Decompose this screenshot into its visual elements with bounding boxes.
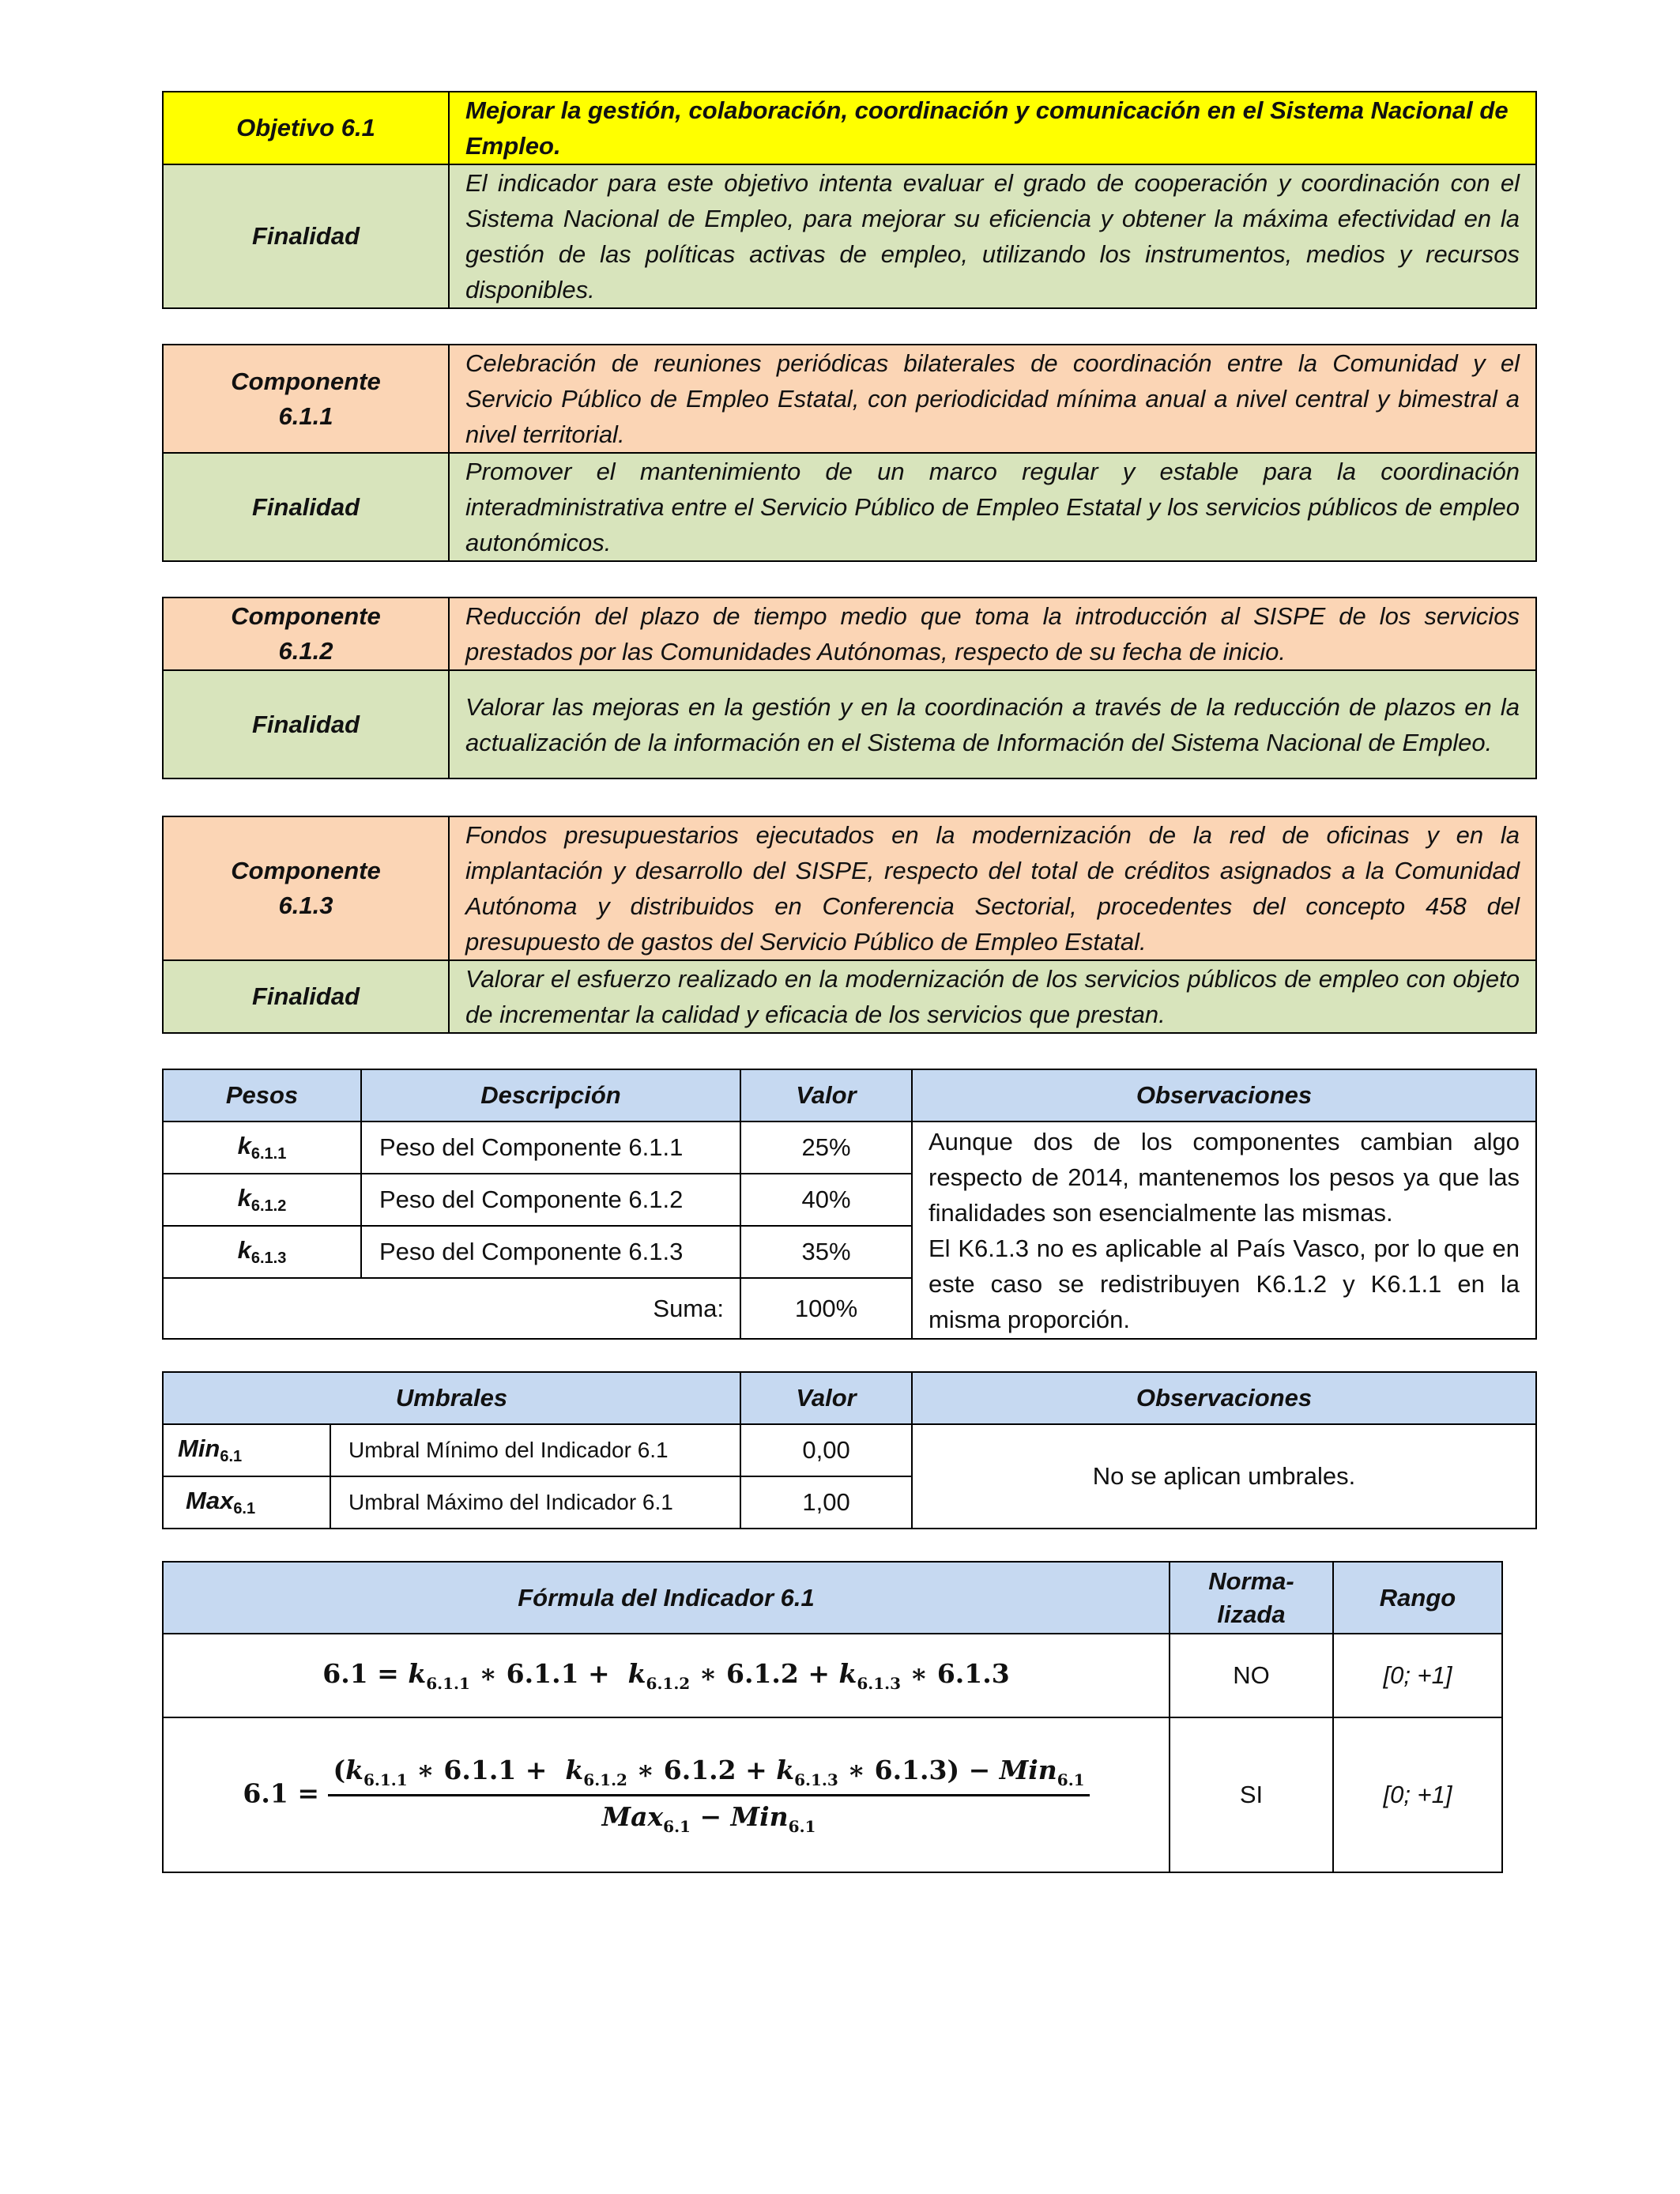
- objective-purpose-label: Finalidad: [163, 164, 449, 308]
- weights-header-valor: Valor: [740, 1069, 912, 1122]
- component-purpose-text: Valorar el esfuerzo realizado en la modernización de los servicios públicos de empleo con objeto de incrementar la calidad y eficacia de los servicios que prestan.: [449, 960, 1536, 1033]
- threshold-key: Max$_{6.1}$: [163, 1476, 330, 1529]
- weights-header-pesos: Pesos: [163, 1069, 361, 1122]
- component-label-number: 6.1.3: [278, 892, 333, 919]
- weight-value: 25%: [740, 1122, 912, 1174]
- weight-key: $k_{6.1.2}$: [163, 1174, 361, 1226]
- table-row: [163, 1424, 1536, 1476]
- component-purpose-text: Promover el mantenimiento de un marco regular y estable para la coordinación interadministrativa entre el Servicio Público de Empleo Estatal y los servicios públicos de empleo autonómicos.: [449, 453, 1536, 561]
- formula-header: Fórmula del Indicador 6.1: [163, 1562, 1170, 1634]
- weights-observation-text: Aunque dos de los componentes cambian algo respecto de 2014, mantenemos los pesos ya que las finalidades son esencialmente las mismas.: [929, 1128, 1520, 1227]
- weight-description: Peso del Componente 6.1.1: [361, 1122, 740, 1174]
- threshold-key: Min$_{6.1}$: [163, 1424, 330, 1476]
- thresholds-header-valor: Valor: [740, 1372, 912, 1424]
- normalized-value: SI: [1170, 1717, 1333, 1872]
- weight-key: $k_{6.1.1}$: [163, 1122, 361, 1174]
- range-value: [0; +1]: [1333, 1717, 1502, 1872]
- component-purpose-label: Finalidad: [163, 670, 449, 778]
- component-label-word: Componente: [231, 857, 381, 884]
- objective-purpose-text: El indicador para este objetivo intenta evaluar el grado de cooperación y coordinación con el Sistema Nacional de Empleo, para mejorar su eficiencia y obtener la máxima efectividad en la gestión de las políticas activas de empleo, utilizando los instrumentos, medios y recursos disponibles.: [449, 164, 1536, 308]
- threshold-description: Umbral Máximo del Indicador 6.1: [330, 1476, 740, 1529]
- objective-label: Objetivo 6.1: [163, 92, 449, 164]
- component-label: [163, 345, 449, 453]
- weights-observations: [912, 1122, 1536, 1339]
- weight-description: Peso del Componente 6.1.2: [361, 1174, 740, 1226]
- component-purpose-text: Valorar las mejoras en la gestión y en la coordinación a través de la reducción de plazos en la actualización de la información en el Sistema de Información del Sistema Nacional de Empleo.: [449, 670, 1536, 778]
- range-value: [0; +1]: [1333, 1634, 1502, 1717]
- thresholds-header-observaciones: Observaciones: [912, 1372, 1536, 1424]
- weight-value: 40%: [740, 1174, 912, 1226]
- table-row: [163, 1634, 1502, 1717]
- component-label-word: Componente: [231, 367, 381, 395]
- component-label: [163, 598, 449, 670]
- component-label-word: Componente: [231, 602, 381, 630]
- formula-equation: $6.1 = k_{6.1.1}$ ∗ $6.1.1 + k_{6.1.2}$ ∗ $6.1.2 + k_{6.1.3}$ ∗ 6.1.3: [163, 1634, 1170, 1717]
- threshold-description: Umbral Mínimo del Indicador 6.1: [330, 1424, 740, 1476]
- component-purpose-label: Finalidad: [163, 453, 449, 561]
- normalized-header-line2: lizada: [1217, 1600, 1286, 1628]
- thresholds-header-umbrales: Umbrales: [163, 1372, 740, 1424]
- weight-key: $k_{6.1.3}$: [163, 1226, 361, 1278]
- weights-header-observaciones: Observaciones: [912, 1069, 1536, 1122]
- weights-sum-value: 100%: [740, 1278, 912, 1339]
- objective-table: [162, 91, 1537, 309]
- normalized-header: [1170, 1562, 1333, 1634]
- table-row: [163, 1122, 1536, 1174]
- component-label: [163, 816, 449, 960]
- component-table-6-1-1: [162, 344, 1537, 562]
- component-label-number: 6.1.2: [278, 637, 333, 665]
- threshold-value: 0,00: [740, 1424, 912, 1476]
- normalized-formula-equation: 6.1 = $\frac{(k_{6.1.1} ∗ 6.1.1 + k_{6.1.2} ∗ 6.1.2 + k_{6.1.3} ∗ 6.1.3) - Min_{6.1}}{Max_{6.1} - Min_{6.1}}$: [163, 1717, 1170, 1872]
- weights-observation-text-2: El K6.1.3 no es aplicable al País Vasco, por lo que en este caso se redistribuyen K6.1.2 y K6.1.1 en la misma proporción.: [929, 1235, 1520, 1333]
- component-text: Celebración de reuniones periódicas bilaterales de coordinación entre la Comunidad y el Servicio Público de Empleo Estatal, con periodicidad mínima anual a nivel central y bimestral a nivel territorial.: [449, 345, 1536, 453]
- normalized-value: NO: [1170, 1634, 1333, 1717]
- component-text: Fondos presupuestarios ejecutados en la modernización de la red de oficinas y en la implantación y desarrollo del SISPE, respecto del total de créditos asignados a la Comunidad Autónoma y distribuidos en Conferencia Sectorial, procedentes del concepto 458 del presupuesto de gastos del Servicio Público de Empleo Estatal.: [449, 816, 1536, 960]
- component-label-number: 6.1.1: [278, 401, 333, 430]
- weights-header-descripcion: Descripción: [361, 1069, 740, 1122]
- thresholds-observations: No se aplican umbrales.: [912, 1424, 1536, 1529]
- weight-value: 35%: [740, 1226, 912, 1278]
- component-text: Reducción del plazo de tiempo medio que toma la introducción al SISPE de los servicios prestados por las Comunidades Autónomas, respecto de su fecha de inicio.: [449, 598, 1536, 670]
- formula-table: [162, 1561, 1503, 1873]
- formula-fraction: $\frac{(k_{6.1.1} ∗ 6.1.1 + k_{6.1.2} ∗ 6.1.2 + k_{6.1.3} ∗ 6.1.3) - Min_{6.1}}{Max_{6.1} - Min_{6.1}}$: [328, 1755, 1089, 1836]
- component-table-6-1-3: [162, 816, 1537, 1034]
- range-header: Rango: [1333, 1562, 1502, 1634]
- weights-table: [162, 1069, 1537, 1340]
- component-table-6-1-2: [162, 597, 1537, 779]
- weight-description: Peso del Componente 6.1.3: [361, 1226, 740, 1278]
- table-row: [163, 1717, 1502, 1872]
- threshold-value: 1,00: [740, 1476, 912, 1529]
- objective-text: Mejorar la gestión, colaboración, coordinación y comunicación en el Sistema Nacional de Empleo.: [449, 92, 1536, 164]
- weights-sum-label: Suma:: [163, 1278, 740, 1339]
- thresholds-table: [162, 1371, 1537, 1529]
- normalized-header-line1: Norma-: [1208, 1566, 1294, 1595]
- component-purpose-label: Finalidad: [163, 960, 449, 1033]
